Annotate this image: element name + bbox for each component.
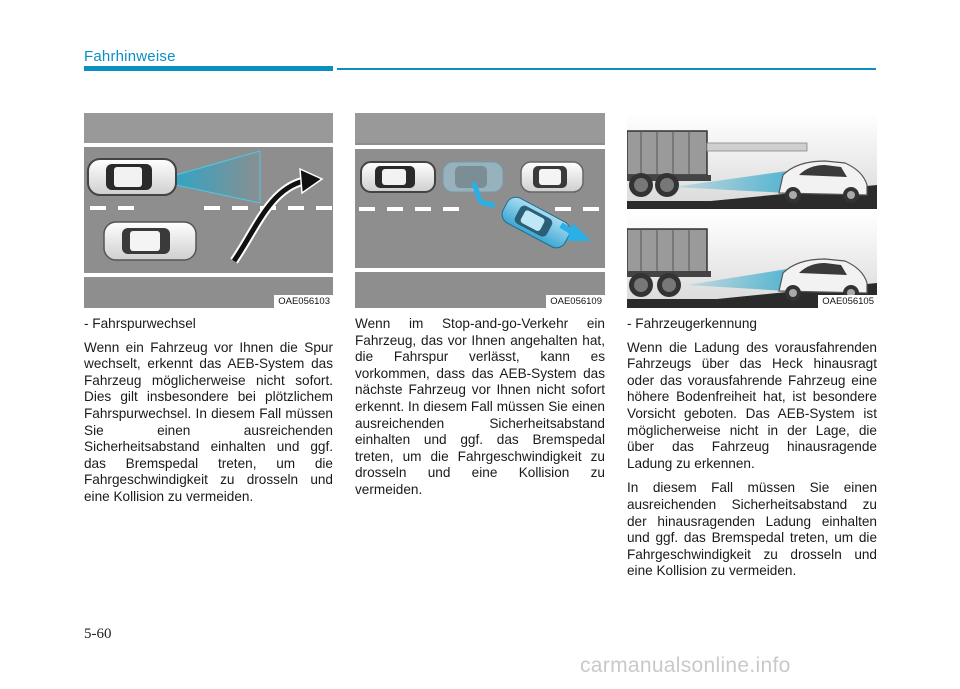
text-column-right [627,316,877,588]
car-icon [88,159,176,195]
paragraph: In diesem Fall müssen Sie einen ausreichenden Sicherheitsabstand zu der hinausragenden Ladung einhalten und ggf. das Bremspedal treten, um die Fahrgeschwindigkeit zu drosseln und eine Kollision zu vermeiden. [627,480,877,579]
paragraph: Wenn die Ladung des vorausfahrenden Fahrzeugs über das Heck hinausragt oder das vorausfahrende Fahrzeug eine höhere Bodenfreiheit hat, ist besondere Vorsicht geboten. Das AEB-System ist möglicherweise nicht in der Lage, die über das Fahrzeug hinausragende Ladung zu erkennen. [627,339,877,471]
figure-code: OAE056109 [546,295,605,308]
text-column-middle [355,316,605,507]
figure-code: OAE056103 [274,295,333,308]
page-number: 5-60 [84,626,112,642]
figure-lane-change [84,113,333,308]
figure-code: OAE056105 [818,295,877,308]
car-icon [521,162,583,192]
figure-vehicle-detection [627,113,877,308]
text-column-left [84,316,333,514]
paragraph: Wenn im Stop-and-go-Verkehr ein Fahrzeug, das vor Ihnen angehalten hat, die Fahrspur verlässt, kann es vorkommen, dass das AEB-System das nächste Fahrzeug vor Ihnen nicht sofort erkennt. In diesem Fall müssen Sie einen ausreichenden Sicherheitsabstand einhalten und ggf. das Bremspedal treten, um die Fahrgeschwindigkeit zu drosseln und eine Kollision zu vermeiden. [355,316,605,497]
header-rule-thin [337,68,876,70]
paragraph: Wenn ein Fahrzeug vor Ihnen die Spur wechselt, erkennt das AEB-System das Fahrzeug möglicherweise nicht sofort. Dies gilt insbesondere bei plötzlichem Fahrspurwechsel. In diesem Fall müssen Sie einen ausreichenden Sicherheitsabstand einhalten und ggf. das Bremspedal treten, um die Fahrgeschwindigkeit zu drosseln und eine Kollision zu vermeiden. [84,339,333,504]
subheading-lane-change: - Fahrspurwechsel [84,316,196,331]
car-icon [104,222,196,260]
figure-stop-and-go [355,113,605,308]
watermark: carmanualsonline.info [580,654,791,677]
subheading-vehicle-detection: - Fahrzeugerkennung [627,316,757,331]
car-icon [361,162,435,192]
header-rule-thick [84,66,333,71]
section-title: Fahrhinweise [84,48,176,65]
